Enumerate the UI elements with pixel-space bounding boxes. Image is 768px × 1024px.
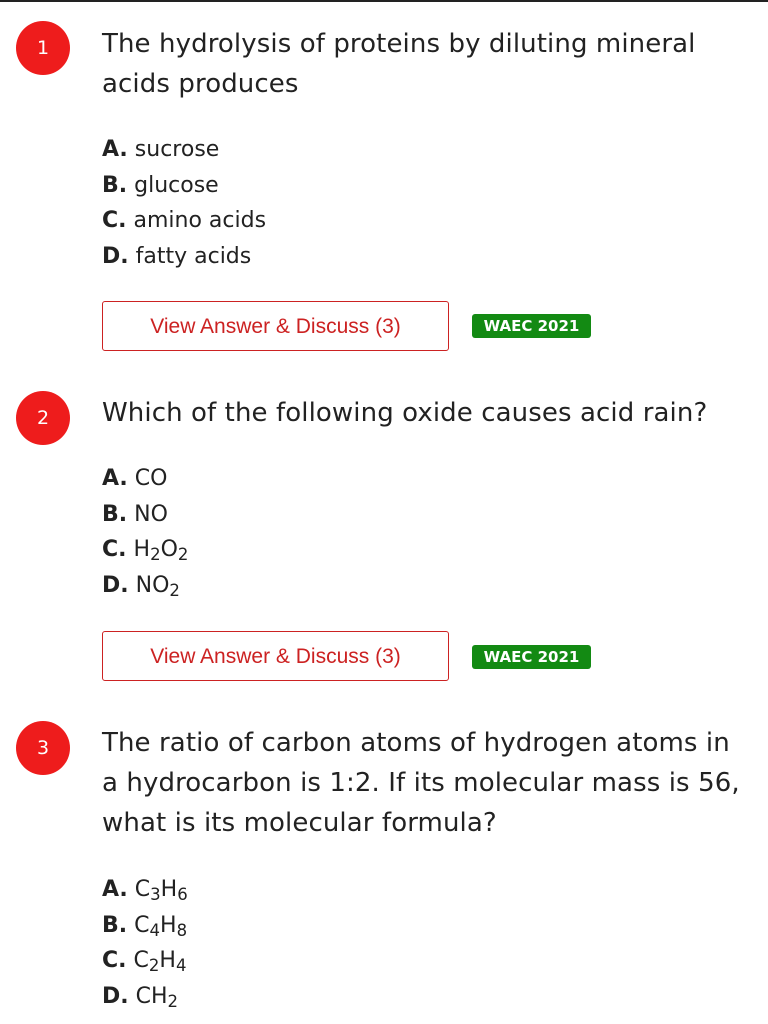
option-b: B. NO (102, 501, 168, 527)
question-number-badge: 1 (16, 21, 70, 75)
question-text: The ratio of carbon atoms of hydrogen atoms in a hydrocarbon is 1:2. If its molecular mass is 56, what is its molecular formula? (102, 728, 740, 838)
option-c: C. $C_2H_4$ (102, 948, 187, 976)
option-d: D. $NO_2$ (102, 572, 180, 600)
option-d: D. fatty acids (102, 243, 252, 269)
option-b: B. glucose (102, 172, 219, 198)
option-d: D. $CH_2$ (102, 983, 179, 1011)
question-text: The hydrolysis of proteins by diluting mineral acids produces (102, 29, 696, 99)
exam-badge[interactable]: WAEC 2021 (472, 314, 591, 338)
question-text: Which of the following oxide causes acid rain? (102, 398, 708, 428)
question-number-badge: 3 (16, 721, 70, 775)
option-a: A. CO (102, 466, 168, 491)
question-number-badge: 2 (16, 391, 70, 445)
option-a: A. $C_3H_6$ (102, 877, 188, 905)
exam-badge[interactable]: WAEC 2021 (472, 645, 591, 669)
option-list (102, 132, 266, 274)
option-b: B. $C_4H_8$ (102, 912, 188, 940)
option-list (102, 872, 188, 1014)
top-divider (0, 0, 768, 2)
option-c: C. $H_2O_2$ (102, 537, 189, 565)
view-answer-button[interactable]: View Answer & Discuss (3) (102, 631, 449, 681)
option-a: A. sucrose (102, 137, 220, 162)
view-answer-button[interactable]: View Answer & Discuss (3) (102, 301, 449, 351)
option-c: C. amino acids (102, 208, 267, 233)
option-list (102, 461, 188, 603)
